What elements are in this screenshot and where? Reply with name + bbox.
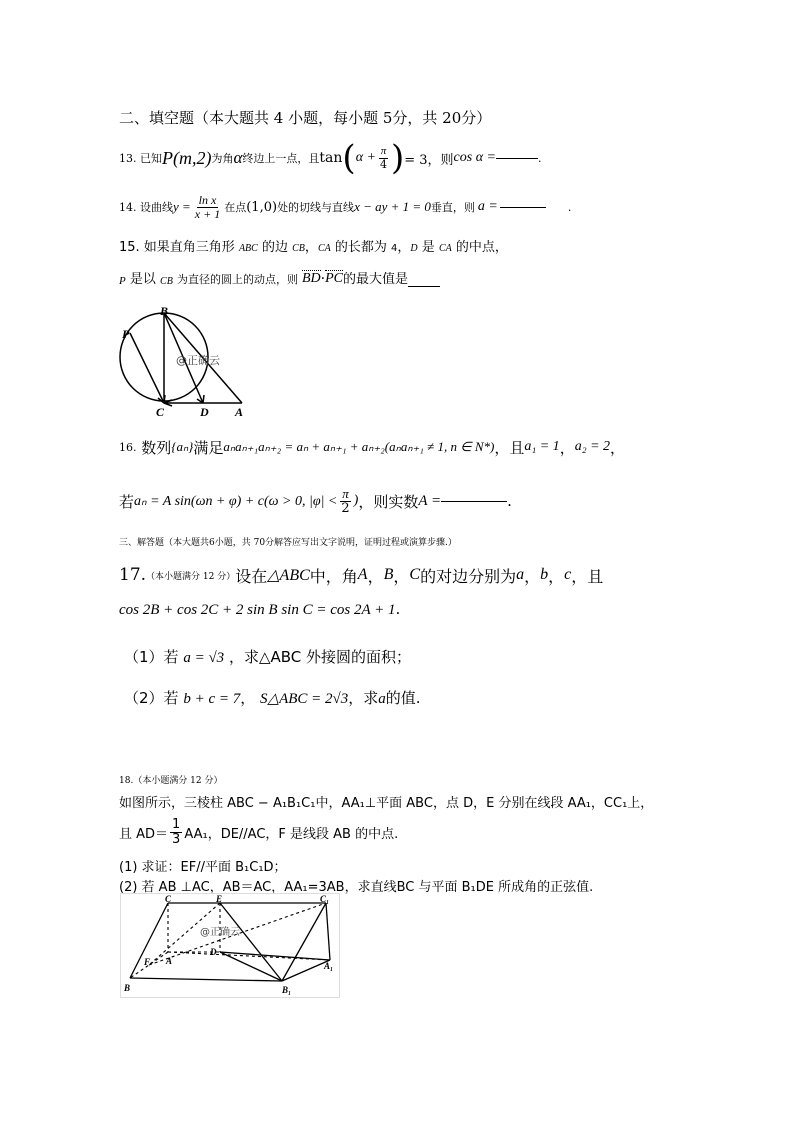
q15-p: P (119, 275, 126, 287)
fig18-label-f: F (144, 957, 151, 967)
q18-line-2 (119, 814, 398, 850)
q15-four: 4 (391, 243, 398, 254)
q14-text-4: 垂直，则 (430, 201, 475, 214)
q14-denominator: x + 1 (194, 206, 221, 221)
q14-a: a = (477, 199, 498, 214)
question-14 (119, 188, 571, 226)
fig18-label-c: C (165, 894, 172, 904)
q15-abc: ABC (238, 243, 258, 254)
q16-a2: a₂ = 2 (574, 439, 611, 454)
q13-pi: π (380, 144, 387, 157)
fig18-label-b1: B₁ (282, 985, 292, 995)
q15-text-9: 的最大值是 (342, 272, 408, 287)
q17-p2-text: ，求 (348, 689, 379, 707)
q17-angle-c: C (409, 566, 421, 583)
q18-text-2: AA₁，DE//AC，F 是线段 AB 的中点. (184, 826, 399, 842)
q17-sep-1: ， (367, 566, 384, 586)
q17-p1-label: （1）若 (124, 648, 179, 666)
question-15-line-2 (119, 268, 440, 287)
q17-equation: cos 2B + cos 2C + 2 sin B sin C = cos 2A + 1 (119, 602, 396, 618)
fig18-watermark: @正确云 (200, 927, 240, 938)
q16-text-3: ，且 (494, 438, 525, 457)
fig15-label-d: D (200, 405, 209, 419)
q17-p2-sep: ， (240, 689, 256, 707)
q18-denominator: 3 (172, 831, 181, 847)
fig18-label-d: D (210, 947, 217, 957)
q15-text-6: 的中点， (455, 240, 508, 255)
q13-answer-blank[interactable] (496, 158, 538, 159)
q16-two: 2 (341, 500, 350, 516)
q17-triangle: △ABC (267, 567, 310, 584)
q14-line: x − ay + 1 = 0 (354, 199, 431, 214)
q17-angle-b: B (383, 566, 394, 583)
q13-tan: tan (319, 150, 343, 166)
q13-cos: cos α = (453, 150, 497, 165)
q18-text-1: 且 AD＝ (119, 826, 169, 842)
q14-answer-blank[interactable] (500, 207, 546, 208)
q15-cb: CB (292, 243, 305, 254)
q16-pi: π (342, 485, 349, 501)
q16-A: A = (418, 492, 442, 509)
q17-side-a: a (516, 566, 525, 583)
q17-sep-3: ， (524, 566, 541, 586)
q16-close-paren: ) (353, 493, 359, 508)
q16-text-5: ， (610, 438, 626, 457)
q15-ca: CA (317, 243, 331, 254)
q17-p1-condition: a = √3 (183, 650, 225, 666)
question-16-line-2 (119, 484, 512, 518)
q14-point: (1,0) (246, 199, 278, 215)
q14-text-1: 设曲线 (140, 201, 173, 214)
q14-y: y = (173, 199, 191, 214)
section-2-heading: 二、填空题（本大题共 4 小题，每小题 5分，共 20分） (119, 109, 492, 127)
q13-alpha-plus: α + (355, 150, 376, 165)
q16-text-2: 满足 (193, 438, 224, 457)
q15-cb-2: CB (160, 276, 173, 287)
fig18-label-e: E (216, 894, 223, 904)
q17-sep-2: ， (393, 566, 410, 586)
q16-formula: aₙ = A sin(ωn + φ) + c(ω > 0, |φ| < (134, 493, 338, 509)
q16-a1: a₁ = 1 (524, 439, 560, 454)
q15-d: D (410, 243, 418, 254)
q14-end: . (567, 200, 572, 214)
fig15-label-c: C (156, 405, 165, 419)
q18-score-tag: 18.（本小题满分 12 分） (119, 776, 223, 786)
q17-number: 17. (119, 565, 147, 585)
question-17-part-2 (124, 687, 421, 708)
q17-p2-area: S△ABC = 2√3 (260, 691, 349, 707)
q17-p2-condition: b + c = 7 (183, 691, 241, 707)
q13-text-3: 终边上一点，且 (242, 152, 320, 165)
q15-text-1: 15. 如果直角三角形 (119, 240, 235, 255)
q16-text-7: ，则实数 (358, 492, 419, 511)
q17-equation-end: . (395, 600, 401, 618)
q15-comma: ， (304, 240, 318, 255)
q17-side-c: c (564, 566, 572, 583)
question-15-line-1 (119, 236, 508, 255)
q16-sequence: {aₙ} (171, 439, 194, 454)
fig15-watermark: @正确云 (176, 354, 220, 367)
fig18-label-c1: C₁ (320, 894, 330, 904)
q15-text-4: ， (397, 240, 411, 255)
q18-part-2: (2) 若 AB ⊥AC，AB＝AC，AA₁=3AB，求直线BC 与平面 B₁DE 所成角的正弦值. (119, 880, 594, 895)
q15-text-8: 为直径的圆上的动点，则 (176, 273, 298, 286)
question-17-line-1 (119, 562, 603, 588)
q17-side-b: b (540, 566, 549, 583)
q14-text-3: 处的切线与直线 (277, 201, 355, 214)
fig15-label-p: P (122, 327, 130, 341)
q16-text-1: 数列 (141, 438, 172, 457)
q15-vector-pc: PC (325, 271, 343, 286)
q15-text-7: 是以 (129, 272, 156, 287)
q18-figure (120, 893, 340, 998)
q17-score-tag: （本小题满分 12 分） (146, 571, 236, 582)
q17-angle-a: A (357, 566, 368, 583)
q17-sep-4: ， (548, 566, 565, 586)
q16-end: . (507, 492, 512, 510)
q15-answer-blank[interactable] (408, 286, 440, 287)
q15-text-3: 的长都为 (334, 240, 387, 255)
q17-p2-label: （2）若 (124, 689, 179, 707)
question-17-part-1 (124, 646, 411, 667)
q18-numerator: 1 (172, 816, 181, 832)
q15-vector-bd: BD (301, 271, 321, 286)
question-17-equation (119, 600, 400, 619)
q13-end: . (538, 151, 542, 165)
q16-answer-blank[interactable] (441, 501, 507, 502)
q15-text-5: 是 (421, 240, 435, 255)
q18-part-1: (1) 求证：EF//平面 B₁C₁D； (119, 860, 287, 875)
q13-point: P(m,2) (162, 147, 212, 168)
q15-ca-2: CA (438, 243, 452, 254)
fig18-label-a1: A₁ (324, 961, 334, 971)
q13-number: 13. (119, 151, 137, 165)
fig18-label-b: B (124, 983, 131, 993)
q17-p2-end: 的值. (385, 689, 421, 707)
q16-number: 16. (119, 440, 137, 454)
q13-eq: = 3，则 (404, 152, 454, 168)
fig15-label-b: B (160, 304, 169, 318)
q14-text-2: 在点 (224, 201, 247, 214)
q17-text-4: ，且 (571, 566, 604, 586)
q14-number: 14. (119, 200, 137, 214)
q17-text-3: 的对边分别为 (420, 566, 517, 586)
q13-text-2: 为角 (211, 152, 234, 165)
q17-text-2: 中，角 (309, 566, 358, 586)
fig18-label-a: A (166, 956, 173, 966)
q17-p2-a: a (378, 691, 386, 707)
q13-text-1: 已知 (140, 152, 162, 165)
q15-dot: · (320, 271, 326, 287)
q16-text-6: 若 (119, 492, 135, 511)
q18-line-1: 如图所示，三棱柱 ABC − A₁B₁C₁中，AA₁⊥平面 ABC，点 D，E 分别在线段 AA₁，CC₁上， (119, 796, 654, 811)
question-16-line-1 (119, 432, 625, 462)
q17-p1-text: ，求△ABC 外接圆的面积； (228, 648, 412, 666)
q16-relation: aₙaₙ₊₁aₙ₊₂ = aₙ + aₙ₊₁ + aₙ₊₂(aₙaₙ₊₁ ≠ 1, n ∈ N*) (223, 439, 495, 454)
q13-alpha: α (233, 148, 243, 167)
q17-text-1: 设在 (235, 566, 268, 586)
q13-four: 4 (379, 157, 387, 171)
q15-text-2: 的边 (261, 240, 288, 255)
q15-figure (112, 302, 260, 424)
fig15-label-a: A (235, 405, 244, 419)
q16-text-4: ， (559, 438, 575, 457)
question-13: 13. 已知 P(m,2) 为角 α 终边上一点，且 tan ( α + $\frac{\pi}{4}$ ) = 3，则 cos α = . (119, 138, 542, 178)
q14-numerator: ln x (198, 192, 217, 207)
section-3-heading: 三、解答题（本大题共6小题，共 70分解答应写出文字说明，证明过程或演算步骤.） (119, 538, 457, 548)
